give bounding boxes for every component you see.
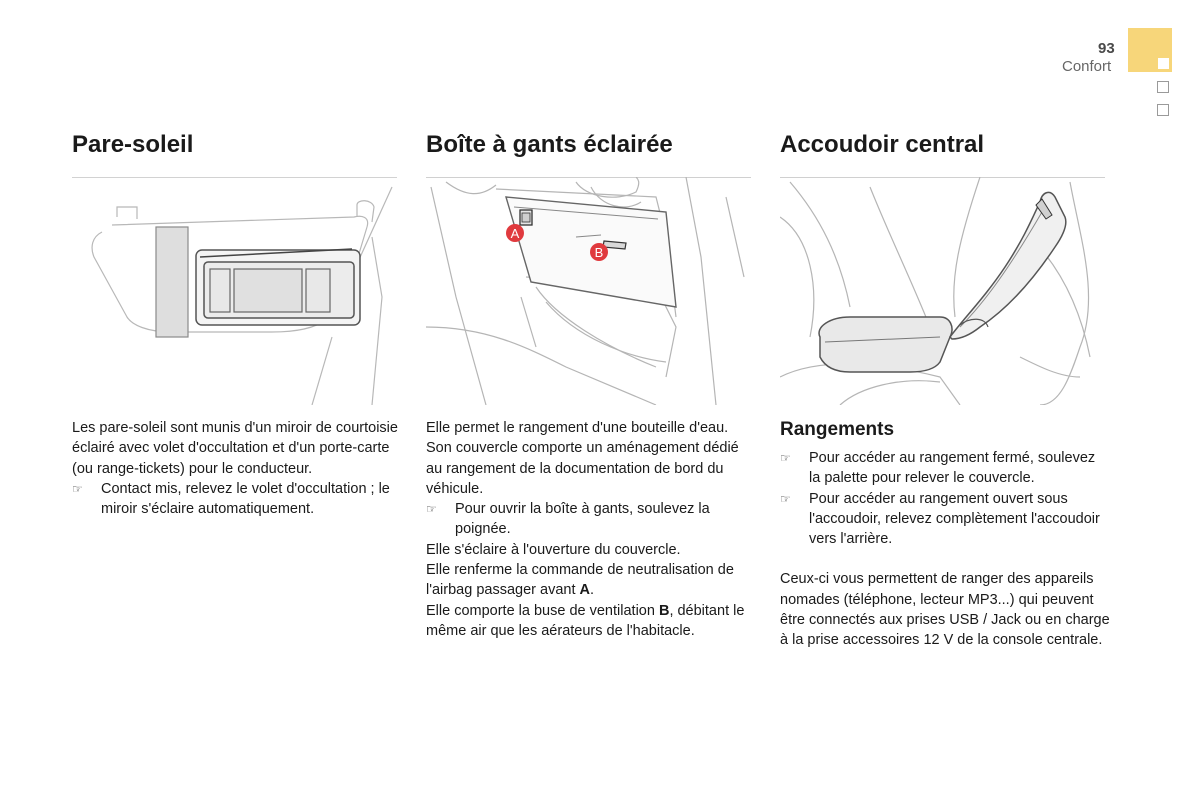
list-item: [780, 448, 1110, 489]
airbag-line-end: .: [590, 582, 595, 599]
section-name: Confort: [1062, 58, 1112, 75]
airbag-line: [426, 560, 756, 601]
list-item: [72, 479, 402, 520]
spacer: [780, 549, 1110, 569]
hand-pointer-icon: ☞: [780, 451, 791, 465]
list-item-text: Pour accéder au rangement ouvert sous l'accoudoir, relevez complètement l'accoudoir vers l'arrière.: [809, 490, 1100, 548]
marker-a: A: [510, 226, 520, 241]
list-item-text: Contact mis, relevez le volet d'occultation ; le miroir s'éclaire automatiquement.: [101, 480, 390, 518]
tab-square-outline-icon: [1157, 104, 1169, 116]
marker-b: B: [594, 245, 604, 260]
list-item-text: Pour accéder au rangement fermé, soulevez la palette pour relever le couvercle.: [809, 450, 1096, 487]
sun-visor-illustration: [72, 177, 397, 405]
hand-pointer-icon: ☞: [72, 481, 83, 496]
vent-line: [426, 601, 756, 642]
list-item: [780, 489, 1110, 550]
devices-paragraph: Ceux-ci vous permettent de ranger des appareils nomades (téléphone, lecteur MP3...) qui peuvent être connectés aux prises USB / Jack ou en charge à la prise accessoires 12 V de la console centrale.: [780, 571, 1110, 649]
vent-line-end: , débitant le même air que les aérateurs de l'habitacle.: [426, 602, 745, 639]
airbag-marker-ref: A: [579, 582, 590, 599]
armrest-illustration: [780, 177, 1105, 405]
intro-paragraph: Elle permet le rangement d'une bouteille d'eau. Son couvercle comporte un aménagement dédié au rangement de la documentation de bord du véhicule.: [426, 420, 739, 497]
hand-pointer-icon: ☞: [780, 491, 791, 506]
tab-square-icon: [1158, 58, 1169, 69]
vent-line-text: Elle comporte la buse de ventilation: [426, 602, 659, 619]
subsection-title: Rangements: [780, 419, 895, 440]
hand-pointer-icon: ☞: [426, 502, 437, 517]
intro-paragraph: Les pare-soleil sont munis d'un miroir de courtoisie éclairé avec volet d'occultation et d'un porte-carte (ou range-tickets) pour le conducteur.: [72, 420, 398, 477]
section-title: Accoudoir central: [780, 131, 985, 158]
glovebox-illustration: [426, 177, 751, 405]
list-item-text: Pour ouvrir la boîte à gants, soulevez la poignée.: [455, 501, 710, 538]
airbag-line-text: Elle renferme la commande de neutralisation de l'airbag passager avant: [426, 562, 734, 599]
vent-marker-ref: B: [658, 602, 670, 619]
section-title: Boîte à gants éclairée: [426, 131, 673, 158]
tab-square-outline-icon: [1157, 81, 1169, 93]
light-line: Elle s'éclaire à l'ouverture du couvercle.: [426, 541, 681, 558]
list-item: [426, 499, 756, 540]
page-number: 93: [1098, 40, 1115, 57]
section-title: Pare-soleil: [72, 131, 194, 158]
section-tab-active: [1128, 28, 1172, 72]
